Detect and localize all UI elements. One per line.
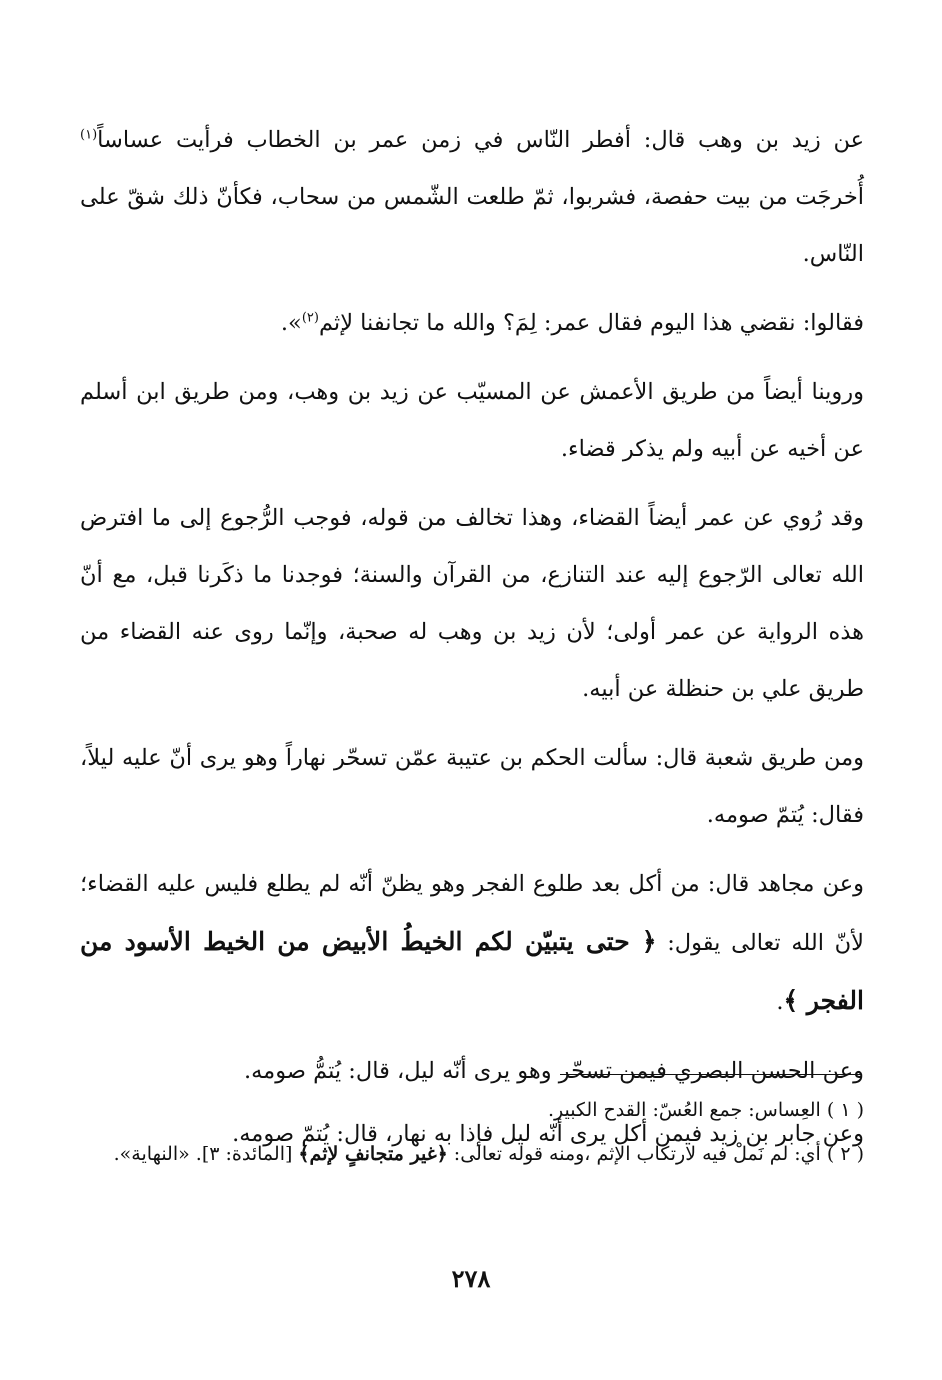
paragraph-6-text-b: . [776, 989, 784, 1015]
quran-quote: ﴿ حتى يتبيّن لكم الخيطُ الأبيض من الخيط الأسود من الفجر ﴾ [80, 927, 864, 1015]
footnote-2-text-a: ( ٢ ) أي: لم نَملْ فيه لارتكاب الإثم ،ومنه قوله تعالى: [447, 1143, 864, 1165]
paragraph-1 [80, 112, 864, 283]
footnote-ref-2[interactable]: (٢) [301, 310, 319, 326]
paragraph-1-text-a: عن زيد بن وهب قال: أفطر النّاس في زمن عمر بن الخطاب فرأيت عساساً [97, 127, 864, 153]
footnote-2-quote: ﴿غير متجانفٍ لإثم﴾ [298, 1143, 448, 1165]
paragraph-6-text-a: وعن مجاهد قال: من أكل بعد طلوع الفجر وهو يظنّ أنّه لم يطلع فليس عليه القضاء؛ لأنّ الله تعالى يقول: [80, 871, 865, 956]
paragraph-2-text-b: ». [280, 310, 302, 336]
main-text [80, 112, 864, 1175]
paragraph-2 [80, 295, 864, 352]
paragraph-2-text-a: فقالوا: نقضي هذا اليوم فقال عمر: لِمَ؟ والله ما تجانفنا لإثم [318, 310, 864, 336]
footnote-divider [560, 1074, 862, 1075]
paragraph-4: وقد رُوي عن عمر أيضاً القضاء، وهذا تخالف من قوله، فوجب الرُّجوع إلى ما افترض الله تعالى الرّجوع إليه عند التنازع، من القرآن والسنة؛ فوجدنا ما ذكَرنا قبل، مع أنّ هذه الرواية عن عمر أولى؛ لأن زيد بن وهب له صحبة، وإنّما روى عنه القضاء من طريق علي بن حنظلة عن أبيه. [80, 505, 864, 702]
paragraph-1-text-b: أُخرجَت من بيت حفصة، فشربوا، ثمّ طلعت الشّمس من سحاب، فكأنّ ذلك شقّ على النّاس. [80, 184, 864, 267]
paragraph-3: وروينا أيضاً من طريق الأعمش عن المسيّب عن زيد بن وهب، ومن طريق ابن أسلم عن أخيه عن أبيه ولم يذكر قضاء. [80, 379, 864, 462]
paragraph-6 [80, 856, 864, 1031]
footnote-2-text-b: [المائدة: ٣]. «النهاية». [113, 1143, 299, 1165]
paragraph-8: وعن جابر بن زيد فيمن أكل يرى أنّه ليل فإذا به نهار، قال: يُتمّ صومه. [232, 1121, 864, 1147]
paragraph-7: وعن الحسن البصري فيمن تسحّر وهو يرى أنّه ليل، قال: يُتمُّ صومه. [243, 1058, 864, 1084]
footnote-1: ( ١ ) العِساس: جمع العُسّ: القدح الكبير. [547, 1099, 864, 1121]
footnote-ref-1[interactable]: (١) [80, 127, 98, 143]
page-number: ٢٧٨ [451, 1264, 491, 1293]
paragraph-5: ومن طريق شعبة قال: سألت الحكم بن عتيبة عمّن تسحّر نهاراً وهو يرى أنّ عليه ليلاً، فقال: يُتمّ صومه. [80, 745, 864, 828]
footnote-2 [80, 1132, 864, 1176]
footnotes [80, 1088, 864, 1176]
